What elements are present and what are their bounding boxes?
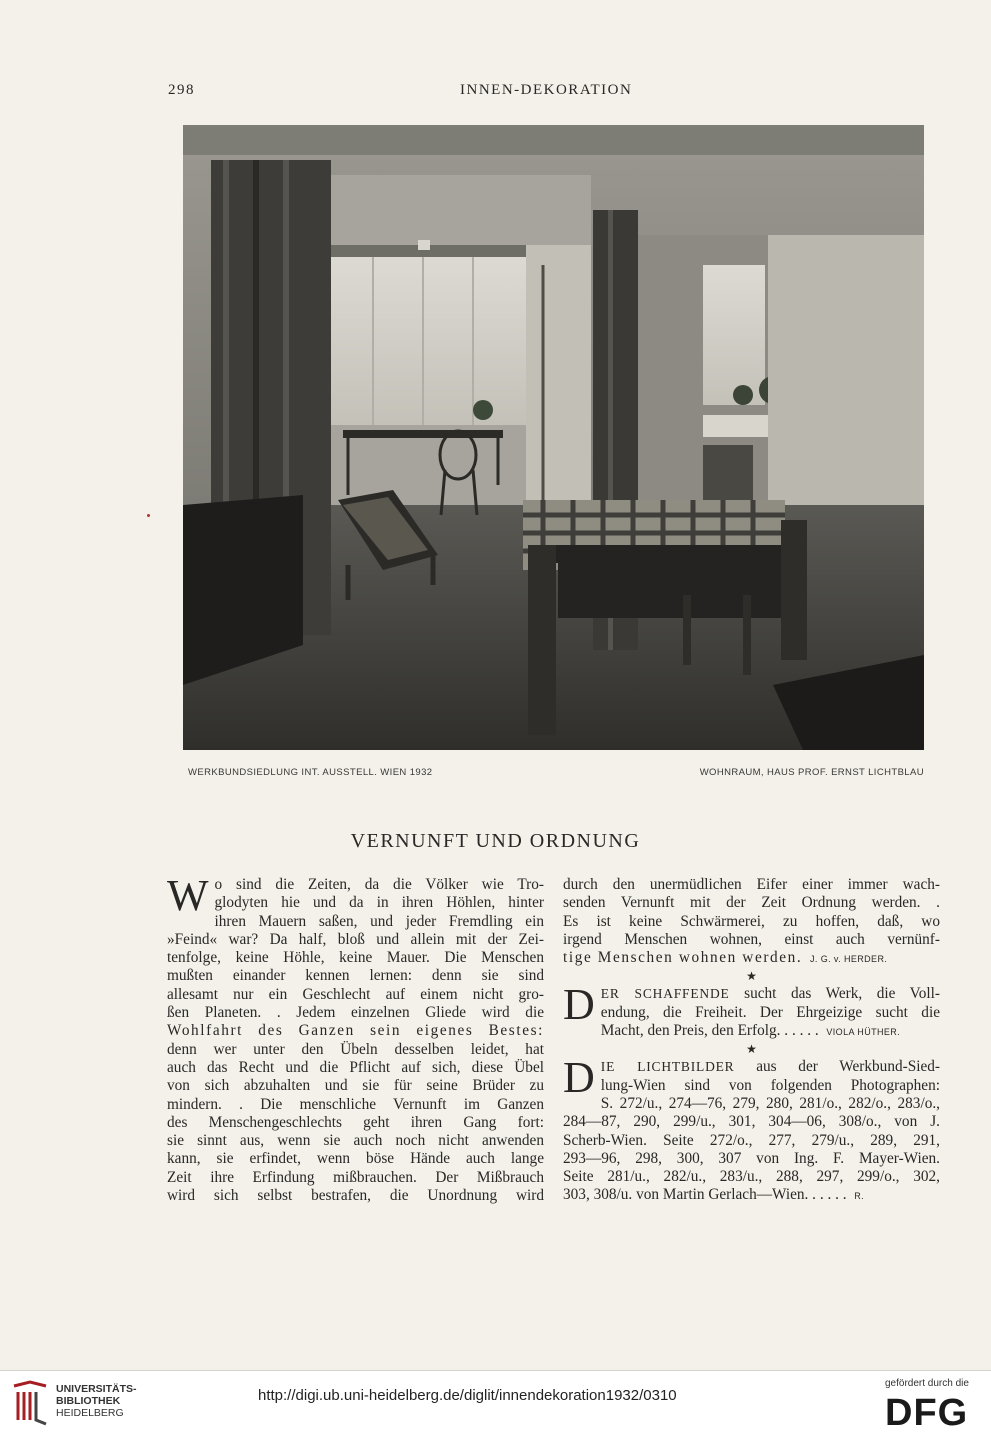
funding-label: gefördert durch die [885,1378,969,1389]
library-logo-icon [10,1380,50,1426]
text-line: senden Vernunft mit der Zeit Ordnung werden. . [563,894,940,912]
article-title: VERNUNFT UND ORDNUNG [350,830,641,852]
section-separator: ★ [746,969,757,984]
text-line: glodyten hie und da in ihren Höhlen, hinter [214,894,544,912]
text-line: Zeit ihre Erfindung mißbrauchen. Der Mißbrauch [167,1168,544,1186]
text-line: Es ist keine Schwärmerei, zu hoffen, daß, wo [563,912,940,930]
text-fragment: Macht, den Preis, den Erfolg. . . . . . [600,1022,819,1040]
text-line: von sich abzuhalten und sie für seine Brüder zu [167,1077,544,1095]
journal-title: INNEN-DEKORATION [460,82,633,98]
running-head [168,82,773,104]
small-caps-lead: IE LICHTBILDER [600,1059,735,1075]
dfg-logo: DFG [885,1392,969,1434]
text-line-with-signature [563,1186,940,1204]
author-signature: J. G. v. HERDER. [810,954,888,965]
text-line: »Feind« war? Da half, bloß und allein mit der Zei- [167,930,544,948]
text-line-with-signature [563,1022,940,1040]
drop-cap: W [167,871,209,920]
text-fragment: 303, 308/u. von Martin Gerlach—Wien. . . . . . [563,1186,847,1204]
text-line: Wohlfahrt des Ganzen sein eigenes Bestes: [167,1022,544,1040]
section-separator: ★ [746,1042,757,1057]
interior-photograph [183,125,924,750]
text-line: 284—87, 290, 299/u., 301, 304—06, 308/o., von J. [563,1113,940,1131]
caption-left: WERKBUNDSIEDLUNG INT. AUSSTELL. WIEN 1932 [188,767,433,778]
photo-caption [188,767,924,781]
page-number: 298 [168,82,195,98]
author-signature: R. [854,1191,865,1202]
text-line-with-signature [563,949,940,967]
drop-cap: D [563,980,595,1030]
text-fragment: aus der Werkbund-Sied- [734,1058,940,1076]
text-line: lung-Wien sind von folgenden Photographen: [600,1076,940,1094]
author-signature: VIOLA HÜTHER. [826,1027,901,1038]
text-line: ihren Mauern saßen, und jeder Fremdling ein [214,912,544,930]
text-line: auch das Recht und die Pflicht auf sich, diese Übel [167,1058,544,1076]
text-line: wird sich selbst bestrafen, die Unordnung wird [167,1187,544,1205]
text-line: durch den unermüdlichen Eifer einer immer wach- [563,876,940,893]
text-line: endung, die Freiheit. Der Ehrgeizige sucht die [600,1003,940,1021]
text-line: kann, sie erfindet, wenn böse Hände auch lange [167,1150,544,1168]
library-name [56,1383,137,1419]
text-line: allesamt nur ein Geschlecht auf einem nicht gro- [167,985,544,1003]
text-line: 293—96, 298, 300, 307 von Ing. F. Mayer-Wien. [563,1149,940,1167]
library-line: UNIVERSITÄTS- [56,1383,137,1395]
text-line: des Menschengeschlechts geht ihren Gang fort: [167,1113,544,1131]
caption-right: WOHNRAUM, HAUS PROF. ERNST LICHTBLAU [699,767,924,778]
right-column [563,876,940,1205]
text-line: o sind die Zeiten, da die Völker wie Tro- [214,876,544,893]
left-column [167,871,544,1205]
small-caps-lead: ER SCHAFFENDE [600,986,730,1002]
text-line: mußten einander kennen lernen: denn sie sind [167,967,544,985]
text-line: tenfolge, keine Höhle, keine Mauer. Die Menschen [167,949,544,967]
margin-mark [147,514,150,517]
text-line: S. 272/u., 274—76, 279, 280, 281/o., 282/o., 283/o., [600,1094,940,1112]
text-line: sie sinnt aus, wenn sie auch noch nicht anwenden [167,1132,544,1150]
text-fragment: sucht das Werk, die Voll- [729,985,941,1003]
text-line: irgend Menschen wohnen, einst auch vernünf- [563,930,940,948]
permalink-url[interactable]: http://digi.ub.uni-heidelberg.de/diglit/innendekoration1932/0310 [258,1387,677,1404]
library-line: BIBLIOTHEK [56,1395,121,1407]
text-line: mindern. . Die menschliche Vernunft im Ganzen [167,1095,544,1113]
digitization-footer [0,1370,991,1442]
library-line: HEIDELBERG [56,1407,124,1419]
text-line: Seite 281/u., 282/u., 283/u., 288, 297, 299/o., 302, [563,1168,940,1186]
living-room-image [183,125,924,750]
text-line: Scherb-Wien. Seite 272/o., 277, 279/u., 289, 291, [563,1131,940,1149]
text-line: ßen Planeten. . Jedem einzelnen Gliede wird die [167,1004,544,1022]
text-line: denn wer unter den Übeln desselben leidet, hat [167,1040,544,1058]
text-line [563,1058,940,1076]
drop-cap: D [563,1053,595,1103]
text-line: tige Menschen wohnen werden. [563,949,803,967]
text-line [563,985,940,1003]
